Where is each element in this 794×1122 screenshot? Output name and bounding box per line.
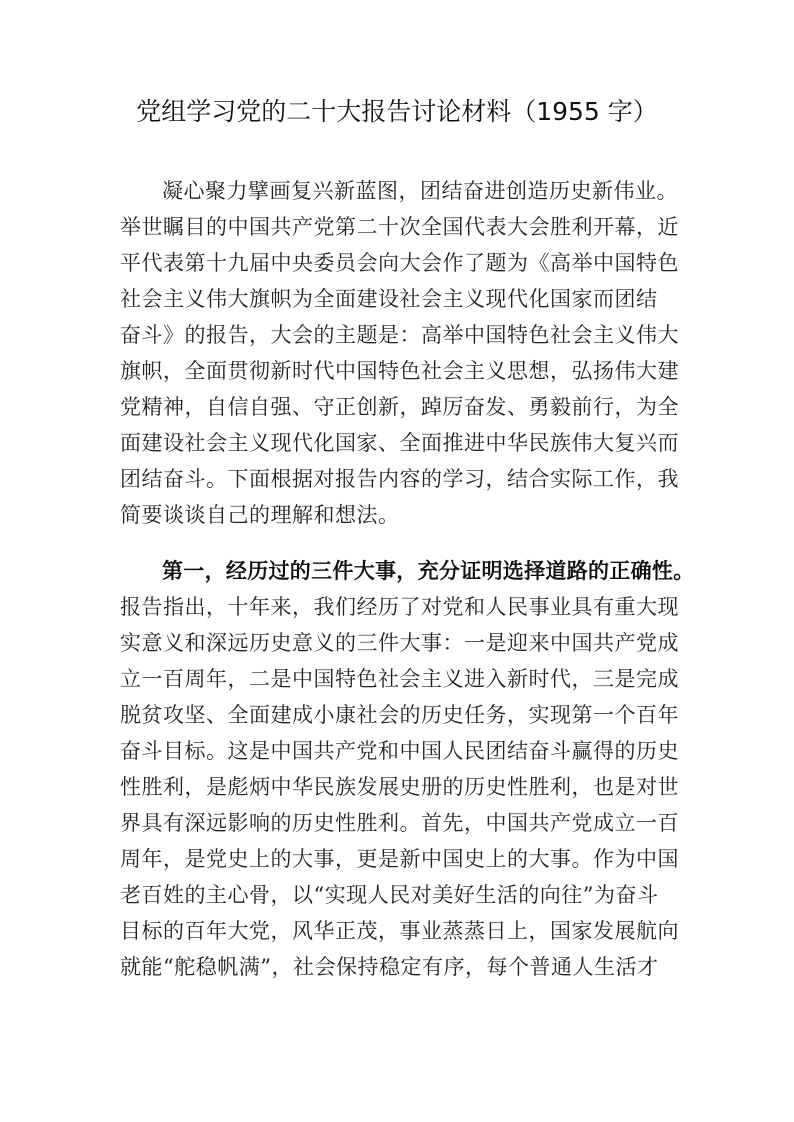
paragraph-line: 目标的百年大党，风华正茂，事业蒸蒸日上，国家发展航向 [120, 919, 679, 943]
paragraph-line: 报告指出，十年来，我们经历了对党和人民事业具有重大现 [120, 595, 679, 619]
paragraph-line: 社会主义伟大旗帜为全面建设社会主义现代化国家而团结 [120, 287, 658, 311]
paragraph-line: 奋斗目标。这是中国共产党和中国人民团结奋斗赢得的历史 [120, 739, 679, 763]
document-title: 党组学习党的二十大报告讨论材料（1955 字） [136, 97, 658, 126]
paragraph-line: 简要谈谈自己的理解和想法。 [120, 503, 400, 527]
paragraph-line: 立一百周年，二是中国特色社会主义进入新时代，三是完成 [120, 667, 679, 691]
paragraph-line: 性胜利，是彪炳中华民族发展史册的历史性胜利，也是对世 [120, 775, 679, 799]
paragraph-line: 脱贫攻坚、全面建成小康社会的历史任务，实现第一个百年 [120, 703, 679, 727]
paragraph-line: 党精神，自信自强、守正创新，踔厉奋发、勇毅前行，为全 [120, 395, 679, 419]
paragraph-line: 就能“舵稳帆满”，社会保持稳定有序，每个普通人生活才 [120, 955, 659, 979]
paragraph-line: 举世瞩目的中国共产党第二十次全国代表大会胜利开幕，近 [120, 215, 679, 239]
paragraph-line: 平代表第十九届中央委员会向大会作了题为《高举中国特色 [120, 251, 679, 275]
paragraph-line: 面建设社会主义现代化国家、全面推进中华民族伟大复兴而 [120, 431, 679, 455]
paragraph-line: 团结奋斗。下面根据对报告内容的学习，结合实际工作，我 [120, 467, 679, 491]
paragraph-line: 周年，是党史上的大事，更是新中国史上的大事。作为中国 [120, 847, 679, 871]
section-heading: 第一，经历过的三件大事，充分证明选择道路的正确性。 [162, 559, 695, 583]
paragraph-line: 老百姓的主心骨，以“实现人民对美好生活的向往”为奋斗 [120, 883, 659, 907]
paragraph-line: 旗帜，全面贯彻新时代中国特色社会主义思想，弘扬伟大建 [120, 359, 679, 383]
paragraph-line: 奋斗》的报告，大会的主题是：高举中国特色社会主义伟大 [120, 323, 679, 347]
paragraph-line: 实意义和深远历史意义的三件大事：一是迎来中国共产党成 [120, 631, 679, 655]
paragraph-line: 界具有深远影响的历史性胜利。首先，中国共产党成立一百 [120, 811, 679, 835]
paragraph-line: 凝心聚力擘画复兴新蓝图，团结奋进创造历史新伟业。 [162, 179, 678, 203]
